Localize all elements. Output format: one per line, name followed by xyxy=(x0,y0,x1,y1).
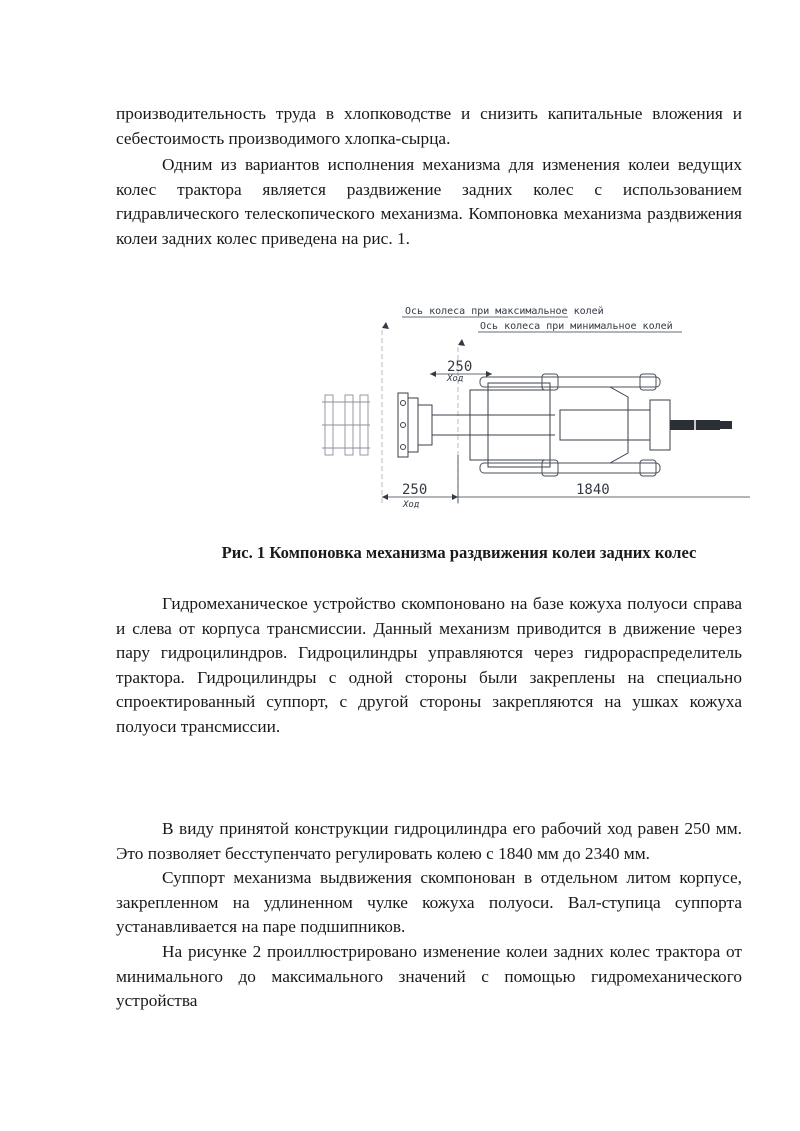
hydraulic-cylinder-top xyxy=(480,374,660,390)
paragraph-4: В виду принятой конструкции гидроцилиндра его рабочий ход равен 250 мм. Это позволяет бесступенчато регулировать колею с 1840 мм до 2340 мм. xyxy=(116,819,742,863)
dim-bottom-caption: Ход xyxy=(403,500,420,510)
paragraph-6: На рисунке 2 проиллюстрировано изменение колеи задних колес трактора от минимального до максимального значений с помощью гидромеханического устройства xyxy=(116,942,742,1010)
hub-flange xyxy=(398,393,432,457)
paragraph-5: Суппорт механизма выдвижения скомпонован в отдельном литом корпусе, закрепленном на удлиненном чулке кожуха полуоси. Вал-ступица суппорта устанавливается на паре подшипников. xyxy=(116,868,742,936)
axis-min-arrow xyxy=(458,339,465,346)
hydraulic-cylinder-bottom xyxy=(480,460,660,476)
figure-caption: Рис. 1 Компоновка механизма раздвижения колеи задних колес xyxy=(221,543,697,562)
dim-bottom-arrow-left xyxy=(382,494,388,500)
axle-housing xyxy=(432,383,670,467)
axis-max-label: Ось колеса при максимальное колей xyxy=(405,306,604,317)
paragraph-1: производительность труда в хлопководстве и снизить капитальные вложения и себестоимость производимого хлопка-сырца. xyxy=(116,104,742,148)
dim-bottom-arrow-right xyxy=(452,494,458,500)
dim-top-caption: Ход xyxy=(447,374,464,384)
axis-max-arrow xyxy=(382,322,389,329)
dim-bottom-value: 250 xyxy=(402,482,428,498)
dim-top-arrow-right xyxy=(486,371,492,377)
paragraph-3: Гидромеханическое устройство скомпоновано на базе кожуха полуоси справа и слева от корпуса трансмиссии. Данный механизм приводится в движение через пару гидроцилиндров. Гидроцилиндры управляются через гидрораспределитель трактора. Гидроцилиндры с одной стороны были закреплены на специально спроектированный суппорт, с другой стороны закрепляются на ушках кожуха полуоси трансмиссии. xyxy=(116,594,742,736)
dim-top-value: 250 xyxy=(447,359,473,375)
dim-top-arrow-left xyxy=(430,371,436,377)
dim-track-value: 1840 xyxy=(576,482,610,498)
wheel-max-position xyxy=(322,395,370,455)
axis-min-label: Ось колеса при минимальное колей xyxy=(480,321,673,332)
paragraph-2: Одним из вариантов исполнения механизма для изменения колеи ведущих колес трактора является раздвижение задних колес с использованием гидравлического телескопического механизма. Компоновка механизма раздвижения колеи задних колес приведена на рис. 1. xyxy=(116,155,742,248)
mechanism-drawing xyxy=(310,295,750,515)
figure-1-drawing xyxy=(310,295,750,515)
output-shaft xyxy=(670,418,732,432)
